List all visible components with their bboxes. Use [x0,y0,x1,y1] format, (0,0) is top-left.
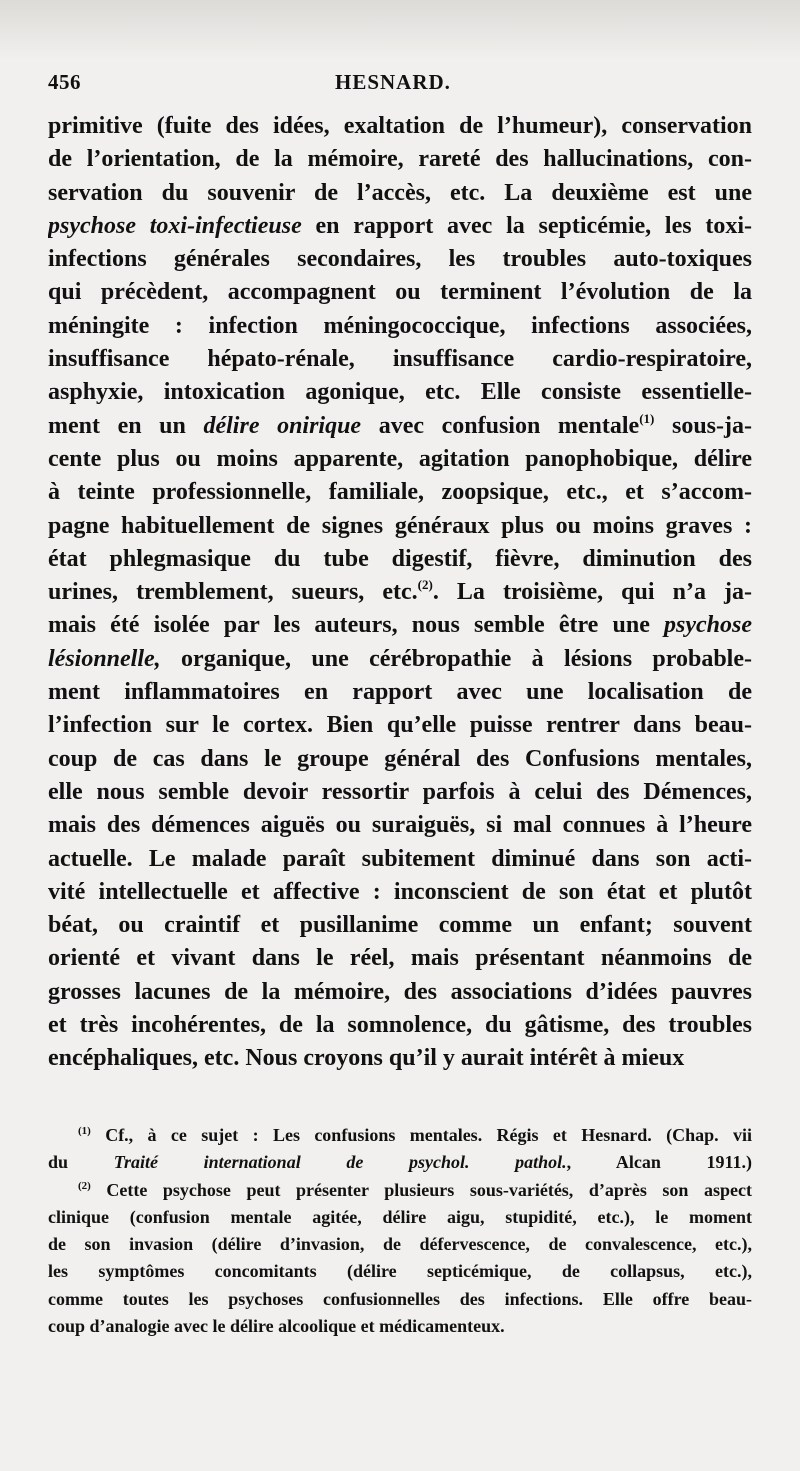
text-run: infections générales secondaires, les troubles auto-toxiques [48,246,752,273]
text-run: Cf., à ce sujet : Les confusions mentales. Régis et Hesnard. (Chap. vii [90,1125,752,1145]
scan-shading [0,0,800,60]
body-line [48,976,752,1009]
body-text [48,110,752,1076]
body-line [48,177,752,210]
text-run: qui précèdent, accompagnent ou terminent l’évolution de la [48,279,752,306]
text-run: sous-ja- [654,412,752,439]
footnote-reference: (1) [78,1125,91,1137]
text-run: cente plus ou moins apparente, agitation panophobique, délire [48,445,752,472]
body-line [48,443,752,476]
text-run: béat, ou craintif et pusillanime comme un enfant; souvent [48,912,752,939]
text-run: elle nous semble devoir ressortir parfois à celui des Démences, [48,778,752,805]
text-run: vité intellectuelle et affective : inconscient de son état et plutôt [48,878,752,905]
text-run: état phlegmasique du tube digestif, fièvre, diminution des [48,545,752,572]
text-run: méningite : infection méningococcique, infections associées, [48,312,752,339]
footnote-line [48,1177,752,1204]
running-head: HESNARD. [335,70,451,94]
body-line [48,776,752,809]
body-line [48,276,752,309]
text-run: de son invasion (délire d’invasion, de défervescence, de convalescence, etc.), [48,1234,752,1255]
body-line [48,809,752,842]
italic-text: psychose [664,612,752,639]
text-run: de l’orientation, de la mémoire, rareté des hallucinations, con- [48,146,752,173]
body-line [48,310,752,343]
body-line [48,476,752,509]
footnote-line [48,1204,752,1231]
body-line [48,843,752,876]
footnote-reference: (2) [78,1179,91,1192]
text-run: urines, tremblement, sueurs, etc. [48,579,418,606]
body-line [48,210,752,243]
italic-text: psychose toxi-infectieuse [48,212,302,239]
text-run: mais été isolée par les auteurs, nous semble être une [48,612,665,639]
text-run: en rapport avec la septicémie, les toxi- [301,212,752,239]
text-run: actuelle. Le malade paraît subitement diminué dans son acti- [48,845,752,872]
text-run: coup d’analogie avec le délire alcoolique et médicamenteux. [48,1316,505,1337]
text-run: comme toutes les psychoses confusionnelles des infections. Elle offre beau- [48,1288,752,1309]
text-run: à teinte professionnelle, familiale, zoopsique, etc., et s’accom- [48,479,752,506]
body-line [48,576,752,609]
text-run: primitive (fuite des idées, exaltation de l’humeur), conservation [48,113,752,139]
text-run: coup de cas dans le groupe général des Confusions mentales, [48,745,752,772]
body-line [48,609,752,642]
text-run: pagne habituellement de signes généraux plus ou moins graves : [48,512,752,539]
text-run: ment inflammatoires en rapport avec une localisation de [48,679,752,706]
text-run: clinique (confusion mentale agitée, délire aigu, stupidité, etc.), le moment [48,1206,752,1227]
text-run: et très incohérentes, de la somnolence, du gâtisme, des troubles [48,1012,752,1039]
footnote-line [48,1149,752,1176]
text-run: orienté et vivant dans le réel, mais présentant néanmoins de [48,945,752,972]
italic-text: Traité international de psychol. pathol. [113,1152,567,1173]
footnote-line [48,1313,752,1340]
text-run: encéphaliques, etc. Nous croyons qu’il y aurait intérêt à mieux [48,1045,685,1072]
body-line [48,643,752,676]
text-run: . La troisième, qui n’a ja- [432,579,752,606]
body-line [48,410,752,443]
footnotes [48,1122,752,1340]
body-line [48,110,752,143]
body-line [48,876,752,909]
body-line [48,243,752,276]
text-run: organique, une cérébropathie à lésions probable- [160,645,752,672]
footnote-line [48,1258,752,1285]
body-line [48,343,752,376]
italic-text: lésionnelle, [48,645,161,672]
text-run: les symptômes concomitants (délire septicémique, de collapsus, etc.), [48,1261,752,1282]
body-line [48,743,752,776]
page-number: 456 [48,70,81,94]
body-line [48,1009,752,1042]
body-line [48,376,752,409]
italic-text: délire onirique [203,412,362,439]
text-run: avec confusion mentale [361,412,640,439]
body-line [48,510,752,543]
text-run: , Alcan 1911.) [566,1152,752,1173]
text-run: du [48,1152,114,1173]
text-run: l’infection sur le cortex. Bien qu’elle puisse rentrer dans beau- [48,712,752,739]
body-line [48,709,752,742]
body-line [48,676,752,709]
footnote-line [48,1286,752,1313]
body-line [48,143,752,176]
footnote-line [48,1122,752,1149]
text-run: servation du souvenir de l’accès, etc. La deuxième est une [48,179,752,206]
body-line [48,909,752,942]
text-run: asphyxie, intoxication agonique, etc. Elle consiste essentielle- [48,379,752,406]
footnote-reference: (2) [417,577,433,593]
text-run: Cette psychose peut présenter plusieurs sous-variétés, d’après son aspect [90,1179,752,1200]
text-run: grosses lacunes de la mémoire, des associations d’idées pauvres [48,978,752,1005]
text-run: mais des démences aiguës ou suraiguës, si mal connues à l’heure [48,812,752,839]
footnote-reference: (1) [639,410,655,426]
footnote-line [48,1231,752,1258]
text-run: ment en un [48,412,204,439]
body-line [48,543,752,576]
text-run: insuffisance hépato-rénale, insuffisance cardio-respiratoire, [48,346,752,373]
body-line [48,942,752,975]
body-line [48,1042,752,1075]
